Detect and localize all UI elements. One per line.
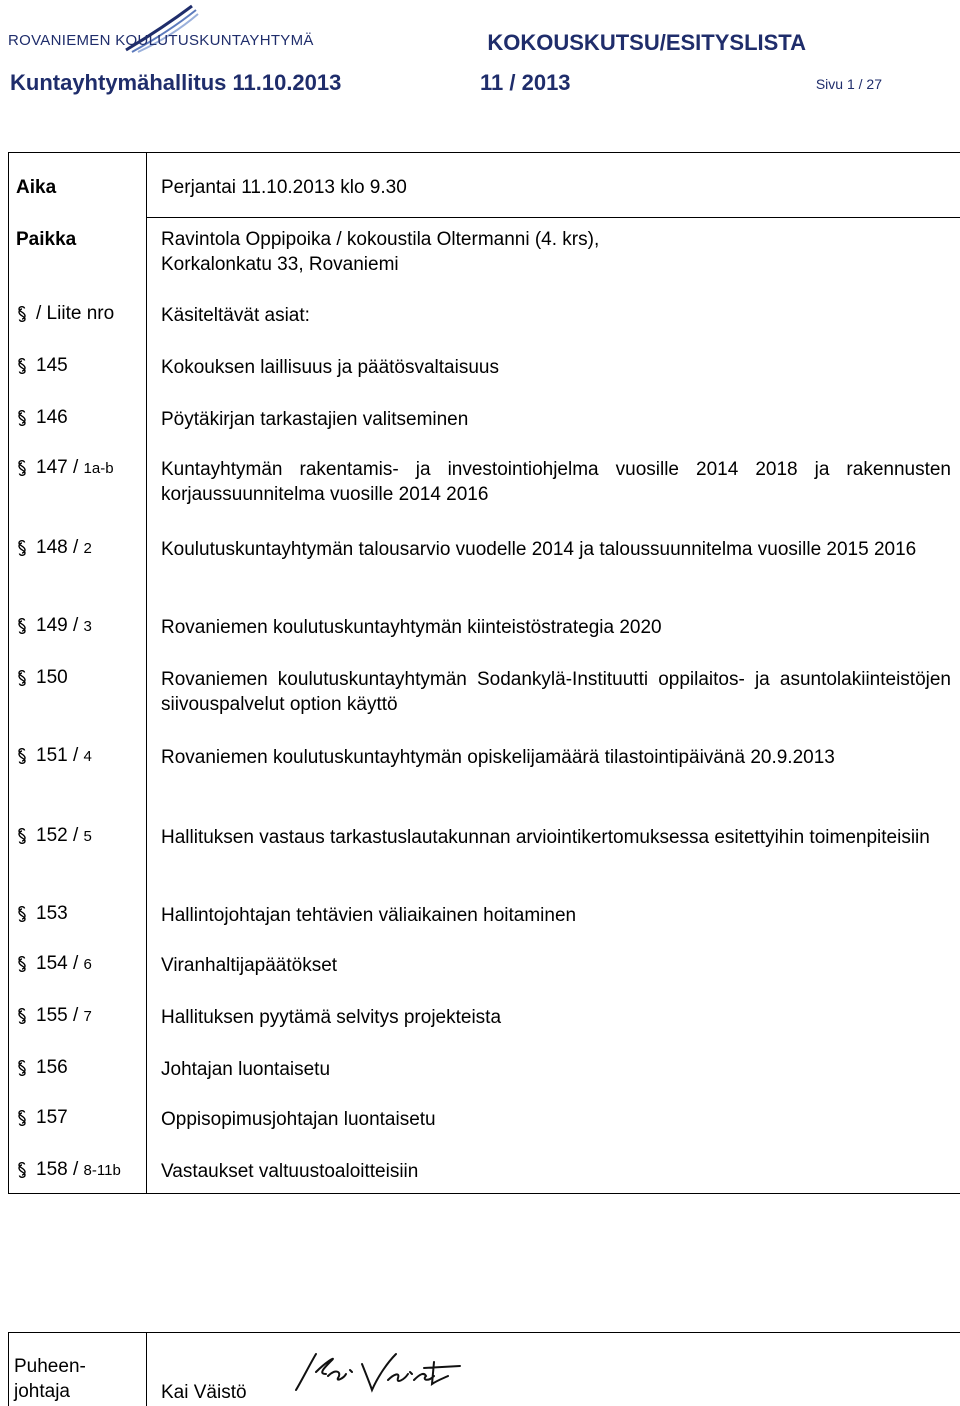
item-number: 157	[36, 1107, 68, 1128]
item-number: 148	[36, 537, 68, 558]
section-sign-icon	[16, 408, 28, 428]
agenda-item-number-155	[16, 1005, 92, 1027]
section-sign-icon	[16, 1160, 28, 1180]
agenda-item-title: Hallintojohtajan tehtävien väliaikainen hoitaminen	[161, 905, 577, 926]
section-sign-icon	[16, 356, 28, 376]
section-sign-icon	[16, 616, 28, 636]
chair-label-line-2: johtaja	[14, 1381, 70, 1402]
section-sign-icon	[16, 304, 28, 324]
row-divider	[147, 217, 960, 218]
item-number: 158	[36, 1159, 68, 1180]
item-number: 154	[36, 953, 68, 974]
attachment-number: 7	[83, 1007, 92, 1025]
item-number: 155	[36, 1005, 68, 1026]
page-indicator	[816, 76, 882, 92]
agenda-item-title: Rovaniemen koulutuskuntayhtymän Sodankylä-Instituutti oppilaitos- ja asuntolakiinteistöjen siivouspalvelut option käyttö	[161, 669, 951, 715]
agenda-item-number-147	[16, 457, 114, 479]
attachment-separator: /	[67, 745, 84, 766]
attachment-separator: /	[67, 1159, 84, 1180]
attachment-separator: /	[67, 457, 84, 478]
agenda-item-number-146	[16, 407, 68, 429]
agenda-item-title: Johtajan luontaisetu	[161, 1059, 331, 1080]
section-sign-icon	[16, 904, 28, 924]
page-current: 1	[846, 76, 855, 92]
time-value: Perjantai 11.10.2013 klo 9.30	[161, 177, 407, 198]
section-sign-icon	[16, 1006, 28, 1026]
attachment-separator: /	[67, 953, 84, 974]
agenda-item-number-156	[16, 1057, 68, 1079]
attachment-number: 1a-b	[83, 459, 114, 477]
agenda-item-number-145	[16, 355, 68, 377]
agenda-item-title: Vastaukset valtuustoaloitteisiin	[161, 1161, 419, 1182]
attachment-separator: /	[67, 825, 84, 846]
attachment-separator: /	[67, 1005, 84, 1026]
time-label: Aika	[16, 177, 57, 198]
meeting-title: Kuntayhtymähallitus 11.10.2013	[10, 70, 342, 95]
page-separator: /	[854, 76, 867, 92]
agenda-item-number-154	[16, 953, 92, 975]
logo-swoosh-icon	[6, 2, 346, 58]
section-sign-icon	[16, 1108, 28, 1128]
items-heading: Käsiteltävät asiat:	[161, 305, 310, 326]
column-label-row	[16, 303, 114, 325]
place-label: Paikka	[16, 229, 77, 250]
attachment-number: 3	[83, 617, 92, 635]
document-type: KOKOUSKUTSU/ESITYSLISTA	[487, 30, 806, 55]
agenda-item-number-149	[16, 615, 92, 637]
section-sign-icon	[16, 668, 28, 688]
signature-divider	[146, 1332, 147, 1406]
page-label: Sivu	[815, 76, 844, 92]
section-sign-icon	[16, 826, 28, 846]
item-number: 150	[36, 667, 68, 688]
organization-logo	[6, 2, 346, 58]
item-number: 149	[36, 615, 68, 636]
attachment-number: 4	[83, 747, 92, 765]
agenda-item-title: Hallituksen pyytämä selvitys projekteista	[161, 1007, 502, 1028]
agenda-item-number-152	[16, 825, 92, 847]
section-sign-icon	[16, 538, 28, 558]
agenda-item-title: Kuntayhtymän rakentamis- ja investointiohjelma vuosille 2014 2018 ja rakennusten korjaussuunnitelma vuosille 2014 2016	[161, 459, 951, 505]
logo-text: ROVANIEMEN KOULUTUSKUNTAYHTYMÄ	[8, 32, 314, 49]
agenda-item-number-148	[16, 537, 92, 559]
signature-box	[8, 1332, 960, 1406]
agenda-item-title: Rovaniemen koulutuskuntayhtymän opiskelijamäärä tilastointipäivänä 20.9.2013	[161, 747, 835, 768]
agenda-item-title: Viranhaltijapäätökset	[161, 955, 338, 976]
item-number: 151	[36, 745, 68, 766]
agenda-item-title: Hallituksen vastaus tarkastuslautakunnan arviointikertomuksessa esitettyihin toimenpiteisiin	[161, 827, 930, 848]
section-sign-icon	[16, 1058, 28, 1078]
agenda-item-title: Pöytäkirjan tarkastajien valitseminen	[161, 409, 469, 430]
agenda-item-number-153	[16, 903, 68, 925]
page-total: 27	[866, 76, 882, 92]
agenda-item-title: Oppisopimusjohtajan luontaisetu	[161, 1109, 436, 1130]
attachment-number: 2	[83, 539, 92, 557]
attachment-number: 6	[83, 955, 92, 973]
chair-name: Kai Väistö	[161, 1382, 247, 1403]
item-number: 145	[36, 355, 68, 376]
item-number: 147	[36, 457, 68, 478]
section-sign-icon	[16, 954, 28, 974]
column-label: / Liite nro	[36, 303, 115, 324]
item-number: 156	[36, 1057, 68, 1078]
attachment-number: 8-11b	[83, 1161, 121, 1179]
section-sign-icon	[16, 746, 28, 766]
item-number: 152	[36, 825, 68, 846]
meeting-number: 11 / 2013	[480, 70, 571, 95]
agenda-item-title: Rovaniemen koulutuskuntayhtymän kiinteistöstrategia 2020	[161, 617, 662, 638]
attachment-separator: /	[67, 615, 84, 636]
agenda-item-title: Koulutuskuntayhtymän talousarvio vuodelle 2014 ja taloussuunnitelma vuosille 2015 2016	[161, 539, 917, 560]
item-number: 146	[36, 407, 68, 428]
agenda-item-number-157	[16, 1107, 68, 1129]
agenda-item-title: Kokouksen laillisuus ja päätösvaltaisuus	[161, 357, 499, 378]
agenda-item-number-150	[16, 667, 68, 689]
agenda-item-number-158	[16, 1159, 121, 1181]
attachment-separator: /	[67, 537, 84, 558]
place-line-1: Ravintola Oppipoika / kokoustila Oltermanni (4. krs),	[161, 229, 600, 250]
chair-label-line-1: Puheen-	[14, 1356, 86, 1377]
attachment-number: 5	[83, 827, 92, 845]
section-sign-icon	[16, 458, 28, 478]
place-line-2: Korkalonkatu 33, Rovaniemi	[161, 254, 399, 275]
handwritten-signature	[292, 1350, 472, 1400]
item-number: 153	[36, 903, 68, 924]
agenda-item-number-151	[16, 745, 92, 767]
column-divider	[146, 152, 147, 1194]
chair-label	[14, 1354, 86, 1404]
